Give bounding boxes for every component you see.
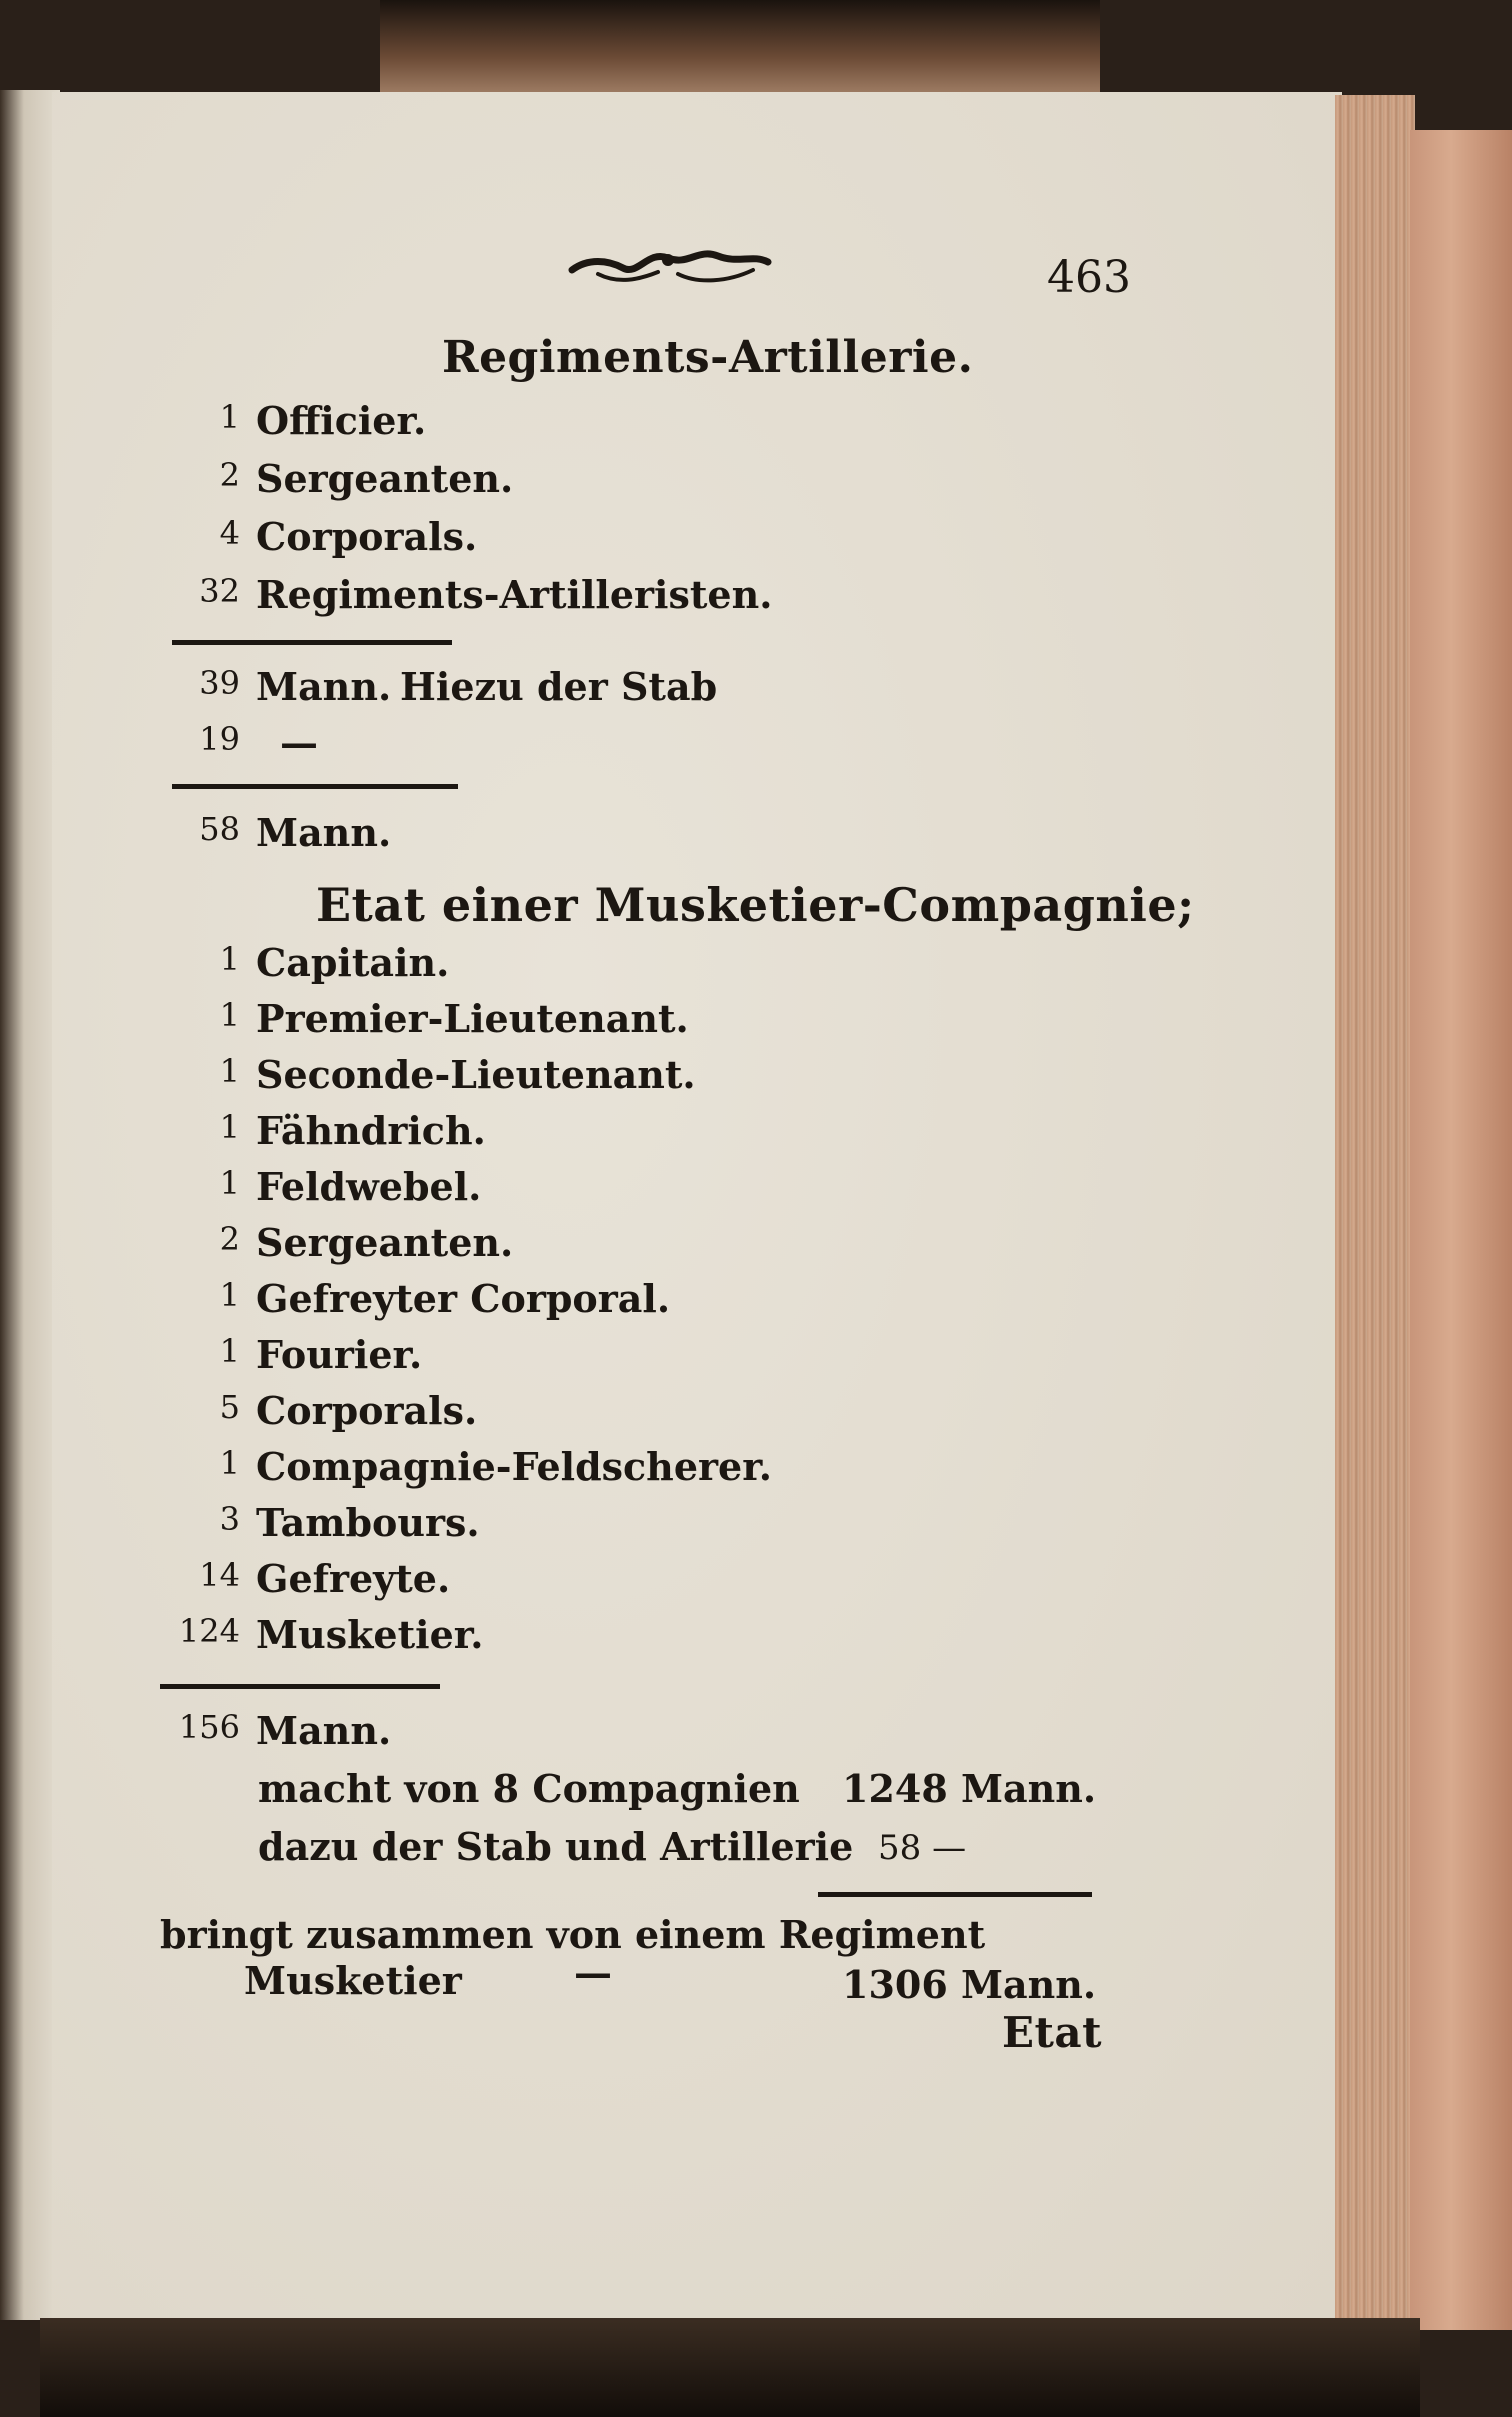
- item-label: Fähndrich.: [256, 1108, 486, 1153]
- item-label: Capitain.: [256, 940, 450, 985]
- item-label: Corporals.: [256, 514, 478, 559]
- item-label: Musketier.: [256, 1612, 484, 1657]
- summary-value: 58 —: [878, 1828, 967, 1868]
- page-fore-edge: [1335, 95, 1415, 2330]
- item-label: Seconde-Lieutenant.: [256, 1052, 696, 1097]
- total-label: Mann.: [256, 1708, 392, 1753]
- sum-rule: [172, 784, 458, 789]
- summary-text: dazu der Stab und Artillerie: [258, 1824, 854, 1869]
- item-count: 1: [219, 1052, 240, 1090]
- sum-rule: [172, 640, 452, 645]
- sum-rule: [818, 1892, 1092, 1897]
- total-count: 156: [178, 1708, 240, 1746]
- item-count: 1: [219, 1276, 240, 1314]
- staff-text: Hiezu der Stab: [400, 664, 718, 709]
- staff-dash: —: [280, 720, 318, 765]
- top-binding: [380, 0, 1100, 95]
- subtotal-label: Mann.: [256, 664, 392, 709]
- bottom-shadow: [40, 2318, 1420, 2417]
- grand-total-value: 1306 Mann.: [842, 1962, 1097, 2007]
- section-title-artillerie: Regiments-Artillerie.: [442, 332, 974, 383]
- item-label: Premier-Lieutenant.: [256, 996, 689, 1041]
- item-label: Fourier.: [256, 1332, 423, 1377]
- item-label: Tambours.: [256, 1500, 480, 1545]
- item-count: 3: [219, 1500, 240, 1538]
- cover-edge: [1410, 130, 1512, 2330]
- item-label: Feldwebel.: [256, 1164, 482, 1209]
- item-count: 1: [219, 1164, 240, 1202]
- summary-value: 1248 Mann.: [842, 1766, 1097, 1811]
- decorative-ornament-icon: [568, 240, 772, 290]
- item-count: 1: [219, 996, 240, 1034]
- item-count: 1: [219, 398, 240, 436]
- item-count: 5: [219, 1388, 240, 1426]
- catchword: Etat: [1002, 2008, 1103, 2057]
- item-count: 32: [199, 572, 240, 610]
- left-page-edge: [0, 90, 60, 2320]
- item-count: 1: [219, 1332, 240, 1370]
- summary-dash: —: [574, 1950, 612, 1995]
- total-label: Mann.: [256, 810, 392, 855]
- item-label: Gefreyte.: [256, 1556, 451, 1601]
- subtotal-count: 39: [199, 664, 240, 702]
- staff-count: 19: [199, 720, 240, 758]
- total-count: 58: [199, 810, 240, 848]
- sum-rule: [160, 1684, 440, 1689]
- item-count: 1: [219, 1108, 240, 1146]
- item-count: 14: [199, 1556, 240, 1594]
- item-label: Corporals.: [256, 1388, 478, 1433]
- item-label: Sergeanten.: [256, 1220, 514, 1265]
- item-label: Gefreyter Corporal.: [256, 1276, 671, 1321]
- item-label: Officier.: [256, 398, 427, 443]
- page-number: 463: [1047, 252, 1131, 303]
- item-label: Sergeanten.: [256, 456, 514, 501]
- summary-text: macht von 8 Compagnien: [258, 1766, 800, 1811]
- item-count: 2: [219, 456, 240, 494]
- item-count: 1: [219, 1444, 240, 1482]
- summary-text: bringt zusammen von einem Regiment: [160, 1912, 986, 1957]
- item-count: 4: [219, 514, 240, 552]
- item-count: 2: [219, 1220, 240, 1258]
- section-title-compagnie: Etat einer Musketier-Compagnie;: [316, 878, 1195, 932]
- item-count: 1: [219, 940, 240, 978]
- item-count: 124: [178, 1612, 240, 1650]
- item-label: Regiments-Artilleristen.: [256, 572, 773, 617]
- item-label: Compagnie-Feldscherer.: [256, 1444, 772, 1489]
- summary-text: Musketier: [244, 1958, 462, 2003]
